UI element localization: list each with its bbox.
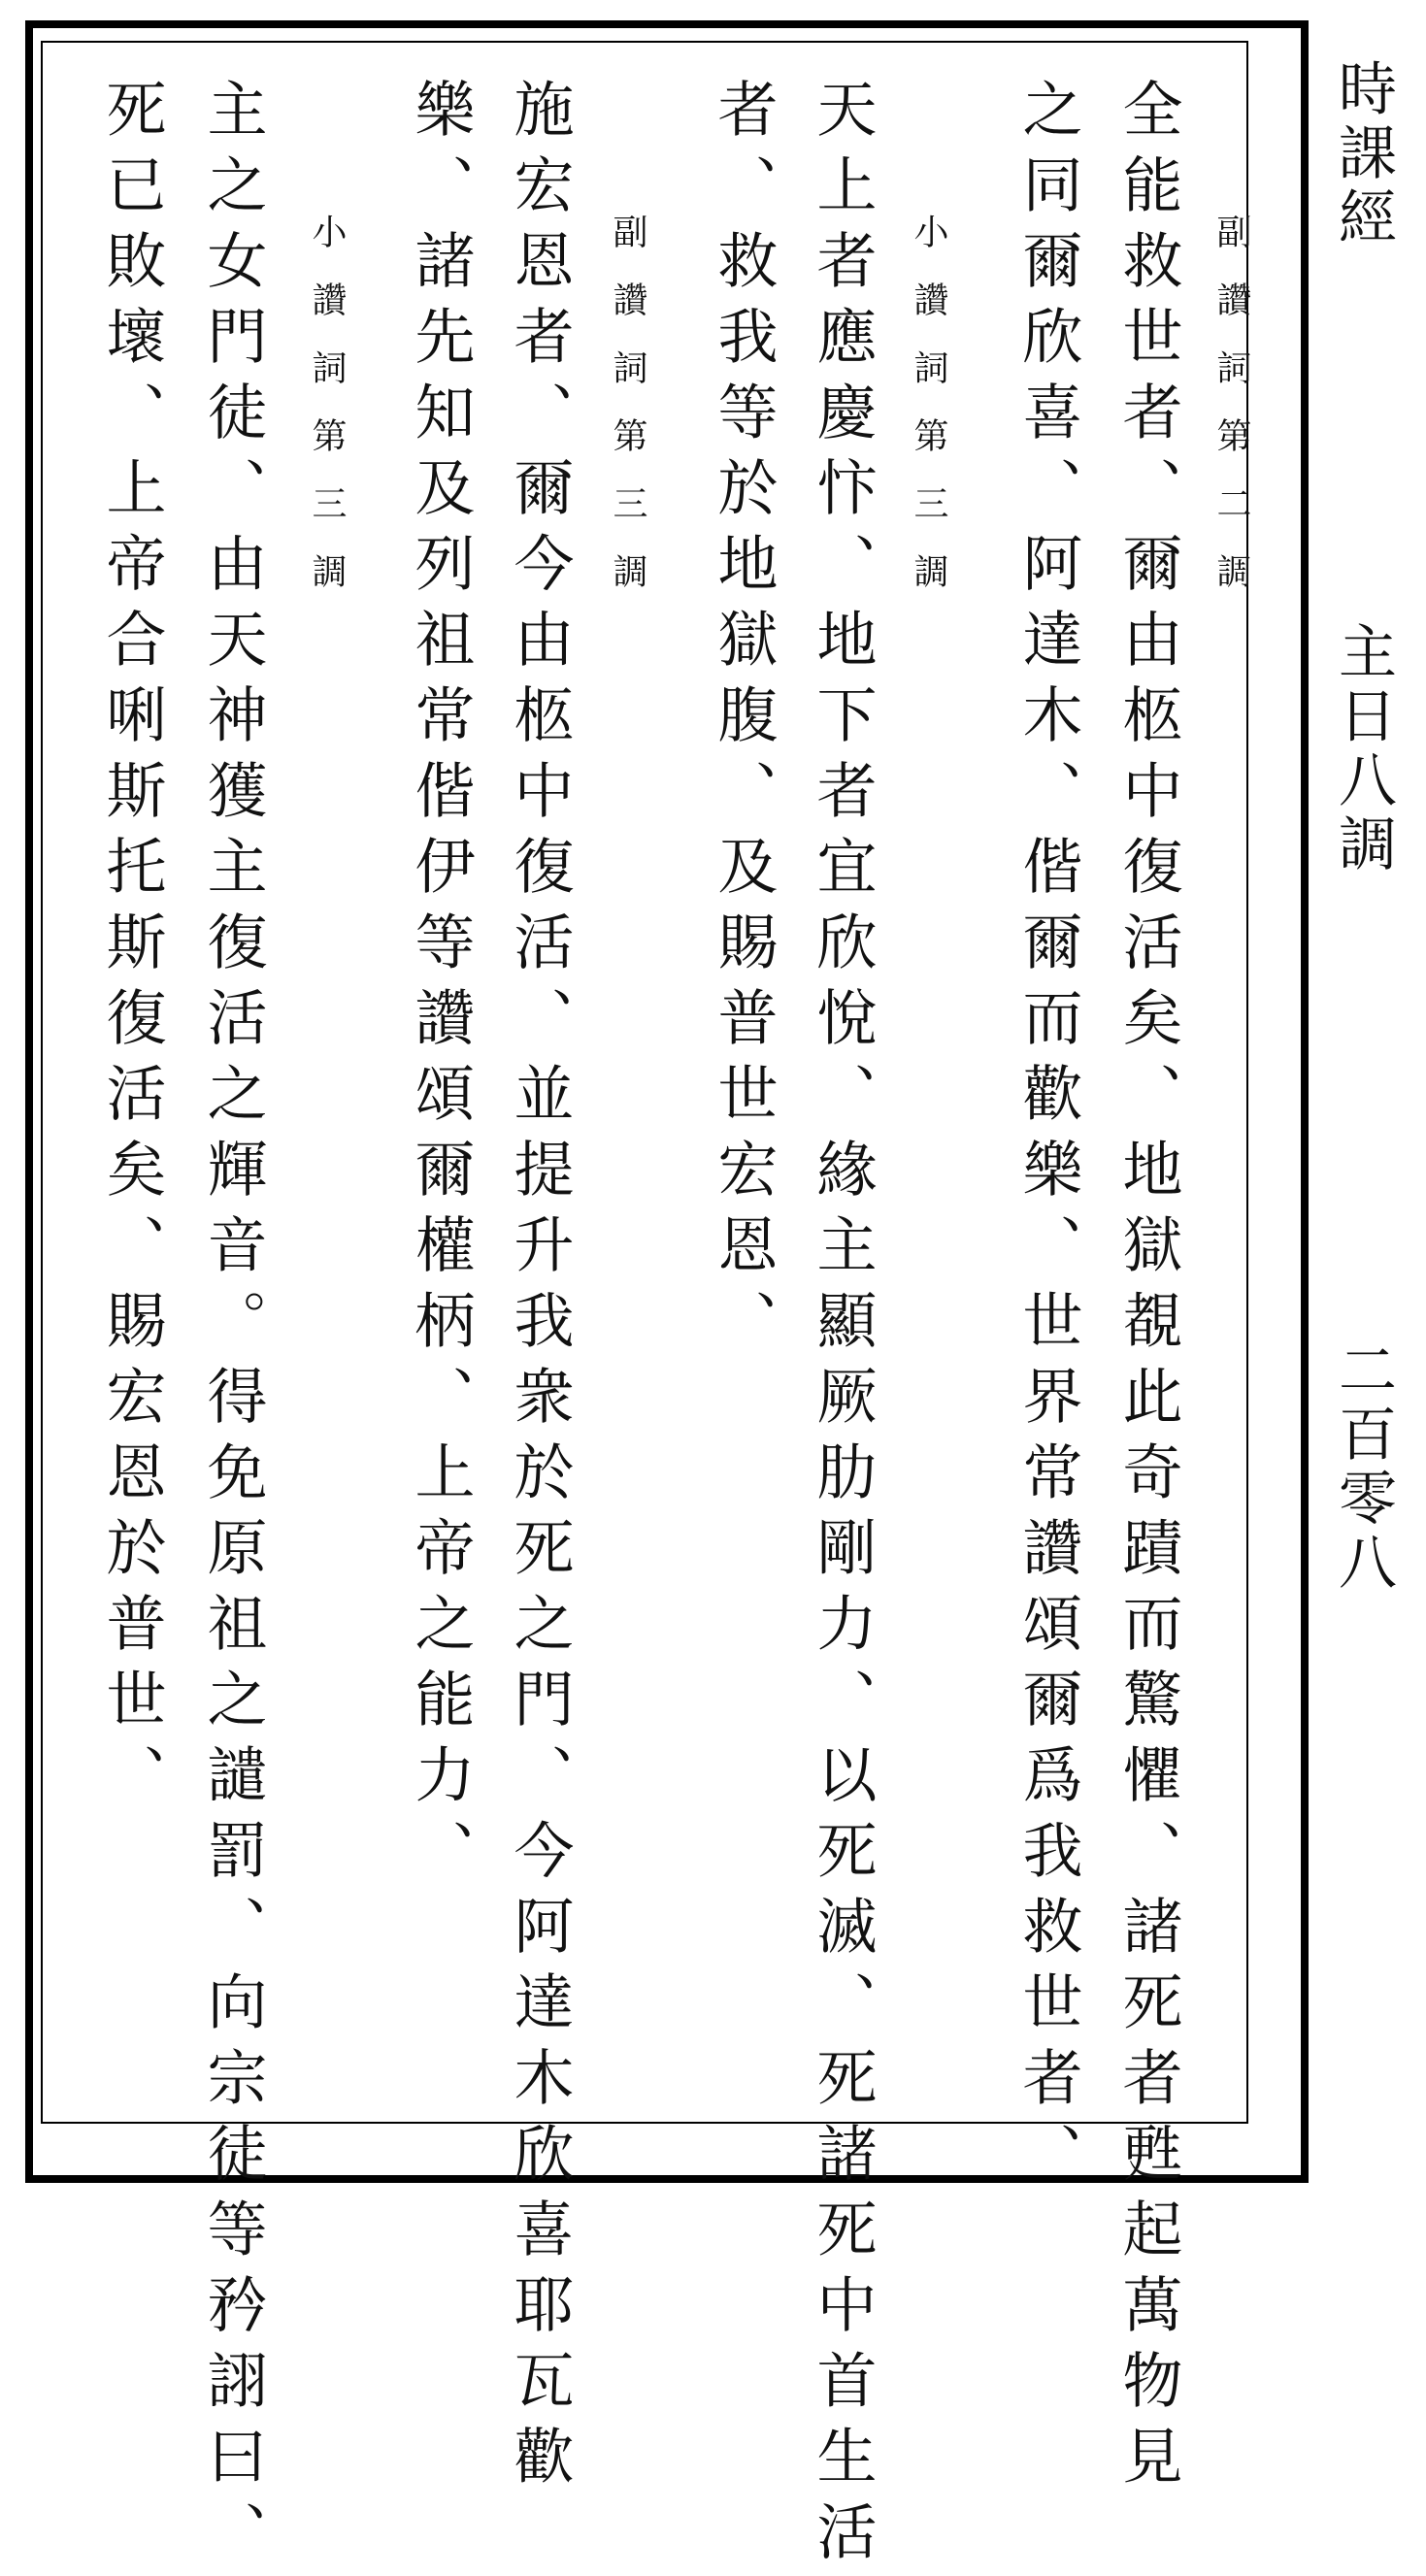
heading-xiao-zan-ci-3b: 小讚詞第三調 bbox=[307, 214, 347, 621]
heading-fu-zan-ci-3: 副讚詞第三調 bbox=[608, 214, 647, 621]
section-title: 主日八調 bbox=[1329, 621, 1397, 877]
text-column-2: 之同爾欣喜、阿達木、偕爾而歡樂、世界常讚頌爾爲我救世者、 bbox=[1012, 78, 1083, 2197]
heading-xiao-zan-ci-3a: 小讚詞第三調 bbox=[909, 214, 948, 621]
text-column-7: 主之女門徒、由天神獲主復活之輝音。得免原祖之譴罰、向宗徒等矜詡曰、 bbox=[197, 78, 268, 2576]
text-column-5: 施宏恩者、爾今由柩中復活、並提升我衆於死之門、今阿達木欣喜耶瓦歡 bbox=[504, 78, 575, 2500]
text-column-4: 者、救我等於地獄腹、及賜普世宏恩、 bbox=[708, 78, 779, 1365]
text-column-1: 全能救世者、爾由柩中復活矣、地獄覩此奇蹟而驚懼、諸死者甦起萬物見 bbox=[1112, 78, 1183, 2500]
text-column-3: 天上者應慶忭、地下者宜欣悅、緣主顯厥肋剛力、以死滅、死諸死中首生活 bbox=[807, 78, 878, 2576]
page-number: 二百零八 bbox=[1329, 1339, 1397, 1596]
text-column-8: 死已敗壞、上帝合唎斯托斯復活矣、賜宏恩於普世、 bbox=[96, 78, 167, 1819]
heading-fu-zan-ci-2: 副讚詞第二調 bbox=[1211, 214, 1251, 621]
text-column-6: 樂、諸先知及列祖常偕伊等讚頌爾權柄、上帝之能力、 bbox=[405, 78, 476, 1895]
book-title: 時課經 bbox=[1329, 58, 1397, 250]
